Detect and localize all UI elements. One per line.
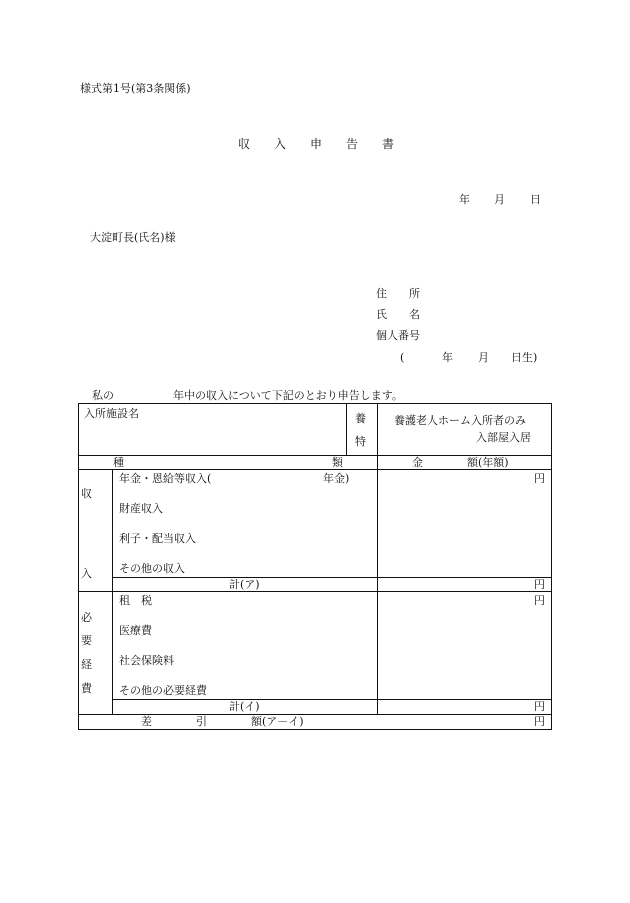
income-item: 年金・恩給等収入( [119,472,212,485]
income-item: その他の収入 [119,562,185,575]
facility-label: 入所施設名 [84,407,139,420]
expense-side-char: 費 [81,682,92,695]
yen-unit: 円 [534,594,545,607]
birth-month: 月 [478,351,489,364]
yen-unit: 円 [534,578,545,591]
expense-item: 社会保険料 [119,654,174,667]
header-amount: 金 額(年額) [412,456,509,469]
expense-side-char: 必 [81,611,92,624]
page-title: 収 入 申 告 書 [238,137,395,151]
yen-unit: 円 [534,715,545,728]
income-total-label: 計(ア) [229,578,260,591]
statement-prefix: 私の [92,389,114,402]
expense-item: 租 税 [119,594,152,607]
birth-open: ( [400,351,405,364]
care-note-2: 入部屋入居 [476,431,531,444]
id-number-label: 個人番号 [376,329,420,342]
income-side-2: 入 [81,567,92,580]
care-note-1: 養護老人ホーム入所者のみ [394,414,526,427]
expense-side-char: 要 [81,634,92,647]
date-month: 月 [494,193,505,206]
yen-unit: 円 [534,700,545,713]
expense-total-label: 計(イ) [229,700,260,713]
expense-side-char: 経 [81,658,92,671]
care-label-1: 養 [355,412,366,425]
header-type-a: 種 [113,456,124,469]
statement-body: 年中の収入について下記のとおり申告します。 [173,389,403,402]
income-side-1: 収 [81,487,92,500]
difference-label: 差 引 額(ア－イ) [141,715,304,728]
birth-day: 日生) [511,351,538,364]
header-type-b: 類 [332,456,343,469]
form-number: 様式第1号(第3条関係) [80,82,191,95]
expense-item: その他の必要経費 [119,684,207,697]
name-label: 氏 名 [376,308,420,321]
income-item: 財産収入 [119,502,163,515]
pension-suffix: 年金) [323,472,350,485]
yen-unit: 円 [534,472,545,485]
birth-year: 年 [442,351,453,364]
date-year: 年 [459,193,470,206]
addressee: 大淀町長(氏名)様 [90,231,176,244]
care-label-2: 特 [355,435,366,448]
date-day: 日 [530,193,541,206]
income-item: 利子・配当収入 [119,532,196,545]
expense-item: 医療費 [119,624,152,637]
address-label: 住 所 [376,287,420,300]
